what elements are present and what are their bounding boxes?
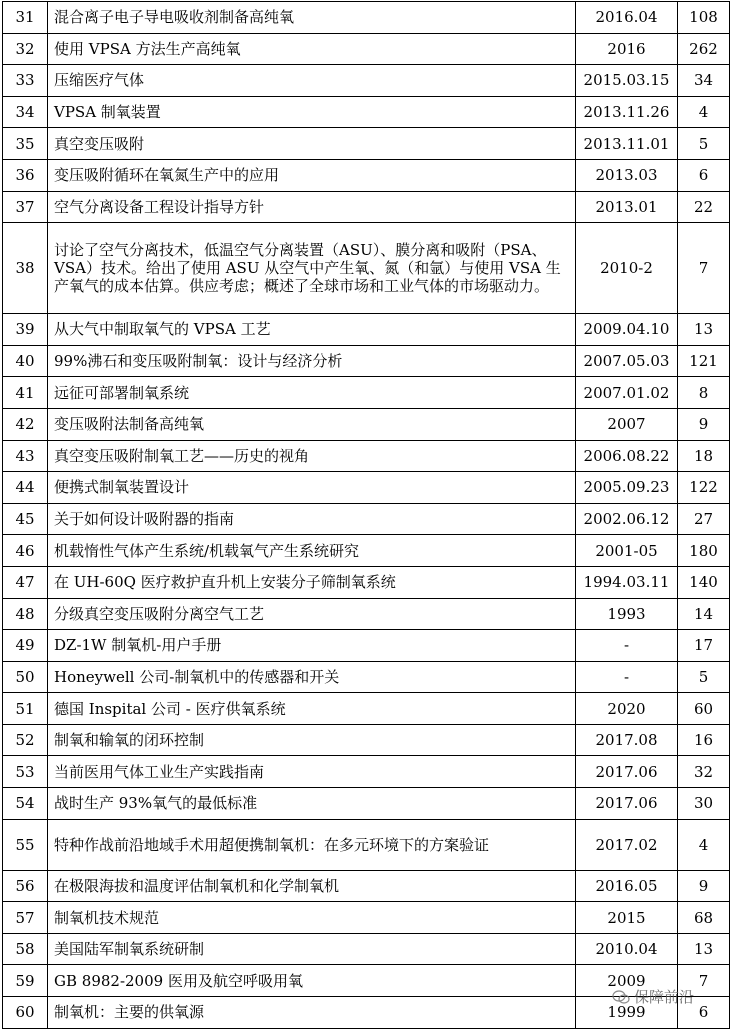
row-title: 远征可部署制氧系统	[48, 377, 576, 409]
table-row	[3, 630, 730, 662]
row-title: 变压吸附循环在氧氮生产中的应用	[48, 159, 576, 191]
row-date: 2002.06.12	[576, 503, 678, 535]
row-date: 2010-2	[576, 223, 678, 314]
row-date: 2020	[576, 693, 678, 725]
row-date: 1993	[576, 598, 678, 630]
row-number: 59	[3, 965, 48, 997]
row-count: 121	[678, 345, 730, 377]
row-title: 混合离子电子导电吸收剂制备高纯氧	[48, 2, 576, 34]
row-number: 41	[3, 377, 48, 409]
row-number: 43	[3, 440, 48, 472]
row-date: 2016.04	[576, 2, 678, 34]
row-date: 2017.08	[576, 724, 678, 756]
row-count: 7	[678, 223, 730, 314]
table-row	[3, 377, 730, 409]
row-number: 36	[3, 159, 48, 191]
row-count: 60	[678, 693, 730, 725]
row-number: 54	[3, 788, 48, 820]
row-count: 4	[678, 96, 730, 128]
row-date: 2016.05	[576, 870, 678, 902]
row-date: 2017.06	[576, 756, 678, 788]
row-date: 2007.01.02	[576, 377, 678, 409]
row-number: 56	[3, 870, 48, 902]
row-count: 30	[678, 788, 730, 820]
row-date: 1999	[576, 997, 678, 1029]
row-number: 32	[3, 33, 48, 65]
row-number: 37	[3, 191, 48, 223]
row-count: 5	[678, 661, 730, 693]
row-number: 50	[3, 661, 48, 693]
table-row	[3, 819, 730, 870]
row-count: 262	[678, 33, 730, 65]
row-count: 5	[678, 128, 730, 160]
row-number: 33	[3, 65, 48, 97]
row-number: 60	[3, 997, 48, 1029]
row-date: 2015	[576, 902, 678, 934]
table-row	[3, 933, 730, 965]
table-row	[3, 472, 730, 504]
row-count: 14	[678, 598, 730, 630]
table-row	[3, 566, 730, 598]
row-count: 18	[678, 440, 730, 472]
row-date: 2017.02	[576, 819, 678, 870]
row-title: 从大气中制取氧气的 VPSA 工艺	[48, 314, 576, 346]
table-row	[3, 870, 730, 902]
row-number: 40	[3, 345, 48, 377]
row-count: 13	[678, 314, 730, 346]
row-number: 31	[3, 2, 48, 34]
row-count: 4	[678, 819, 730, 870]
row-title: 特种作战前沿地域手术用超便携制氧机：在多元环境下的方案验证	[48, 819, 576, 870]
row-count: 34	[678, 65, 730, 97]
row-number: 47	[3, 566, 48, 598]
row-date: -	[576, 661, 678, 693]
table-row	[3, 33, 730, 65]
row-date: 2009	[576, 965, 678, 997]
table-row	[3, 598, 730, 630]
row-title: 真空变压吸附制氧工艺——历史的视角	[48, 440, 576, 472]
row-number: 49	[3, 630, 48, 662]
row-title: GB 8982-2009 医用及航空呼吸用氧	[48, 965, 576, 997]
table-row	[3, 503, 730, 535]
row-number: 42	[3, 408, 48, 440]
row-count: 108	[678, 2, 730, 34]
table-row	[3, 535, 730, 567]
row-title: 在 UH-60Q 医疗救护直升机上安装分子筛制氧系统	[48, 566, 576, 598]
row-number: 39	[3, 314, 48, 346]
table-row	[3, 902, 730, 934]
row-title: 机载惰性气体产生系统/机载氧气产生系统研究	[48, 535, 576, 567]
row-number: 34	[3, 96, 48, 128]
row-title: 战时生产 93%氧气的最低标准	[48, 788, 576, 820]
row-count: 7	[678, 965, 730, 997]
table-row	[3, 2, 730, 34]
row-date: 2013.01	[576, 191, 678, 223]
row-title: 变压吸附法制备高纯氧	[48, 408, 576, 440]
table-row	[3, 788, 730, 820]
row-title: 制氧机技术规范	[48, 902, 576, 934]
row-title: 便携式制氧装置设计	[48, 472, 576, 504]
table-row	[3, 440, 730, 472]
row-count: 180	[678, 535, 730, 567]
row-date: 1994.03.11	[576, 566, 678, 598]
row-title: 制氧和输氧的闭环控制	[48, 724, 576, 756]
table-row	[3, 724, 730, 756]
row-number: 35	[3, 128, 48, 160]
watermark-text: 保障前沿	[634, 988, 695, 1006]
row-count: 13	[678, 933, 730, 965]
row-count: 9	[678, 870, 730, 902]
row-date: 2009.04.10	[576, 314, 678, 346]
row-date: -	[576, 630, 678, 662]
watermark	[612, 986, 694, 1007]
row-date: 2005.09.23	[576, 472, 678, 504]
row-number: 46	[3, 535, 48, 567]
wechat-icon	[612, 990, 630, 1004]
row-number: 51	[3, 693, 48, 725]
row-number: 52	[3, 724, 48, 756]
row-number: 57	[3, 902, 48, 934]
row-title: VPSA 制氧装置	[48, 96, 576, 128]
reference-table	[2, 1, 730, 1029]
row-number: 53	[3, 756, 48, 788]
row-title: 在极限海拔和温度评估制氧机和化学制氧机	[48, 870, 576, 902]
row-count: 22	[678, 191, 730, 223]
table-row	[3, 756, 730, 788]
row-date: 2006.08.22	[576, 440, 678, 472]
row-number: 58	[3, 933, 48, 965]
table-row	[3, 223, 730, 314]
row-count: 140	[678, 566, 730, 598]
row-date: 2001-05	[576, 535, 678, 567]
table-row	[3, 65, 730, 97]
row-date: 2007	[576, 408, 678, 440]
row-count: 16	[678, 724, 730, 756]
row-count: 8	[678, 377, 730, 409]
row-date: 2013.11.26	[576, 96, 678, 128]
row-title: 99%沸石和变压吸附制氧：设计与经济分析	[48, 345, 576, 377]
row-count: 6	[678, 997, 730, 1029]
row-count: 32	[678, 756, 730, 788]
row-title: 美国陆军制氧系统研制	[48, 933, 576, 965]
row-date: 2013.03	[576, 159, 678, 191]
row-title: Honeywell 公司-制氧机中的传感器和开关	[48, 661, 576, 693]
row-title: 压缩医疗气体	[48, 65, 576, 97]
row-date: 2017.06	[576, 788, 678, 820]
row-count: 122	[678, 472, 730, 504]
row-title: 讨论了空气分离技术，低温空气分离装置（ASU）、膜分离和吸附（PSA、VSA）技术。给出了使用 ASU 从空气中产生氧、氮（和氩）与使用 VSA 生产氧气的成本估算。供应考虑；概述了全球市场和工业气体的市场驱动力。	[48, 223, 576, 314]
table-row	[3, 661, 730, 693]
table-row	[3, 96, 730, 128]
table-row	[3, 345, 730, 377]
table-row	[3, 408, 730, 440]
row-number: 45	[3, 503, 48, 535]
row-title: 真空变压吸附	[48, 128, 576, 160]
row-date: 2013.11.01	[576, 128, 678, 160]
row-number: 55	[3, 819, 48, 870]
row-title: 关于如何设计吸附器的指南	[48, 503, 576, 535]
row-date: 2016	[576, 33, 678, 65]
row-number: 44	[3, 472, 48, 504]
row-title: 分级真空变压吸附分离空气工艺	[48, 598, 576, 630]
row-date: 2007.05.03	[576, 345, 678, 377]
row-count: 27	[678, 503, 730, 535]
row-count: 9	[678, 408, 730, 440]
row-title: 德国 Inspital 公司 - 医疗供氧系统	[48, 693, 576, 725]
table-row	[3, 191, 730, 223]
table-row	[3, 314, 730, 346]
row-title: 当前医用气体工业生产实践指南	[48, 756, 576, 788]
table-row	[3, 159, 730, 191]
row-count: 68	[678, 902, 730, 934]
row-title: DZ-1W 制氧机-用户手册	[48, 630, 576, 662]
row-count: 17	[678, 630, 730, 662]
row-date: 2015.03.15	[576, 65, 678, 97]
row-title: 使用 VPSA 方法生产高纯氧	[48, 33, 576, 65]
row-count: 6	[678, 159, 730, 191]
row-date: 2010.04	[576, 933, 678, 965]
table-row	[3, 128, 730, 160]
row-title: 空气分离设备工程设计指导方针	[48, 191, 576, 223]
row-title: 制氧机：主要的供氧源	[48, 997, 576, 1029]
table-row	[3, 693, 730, 725]
row-number: 38	[3, 223, 48, 314]
row-number: 48	[3, 598, 48, 630]
